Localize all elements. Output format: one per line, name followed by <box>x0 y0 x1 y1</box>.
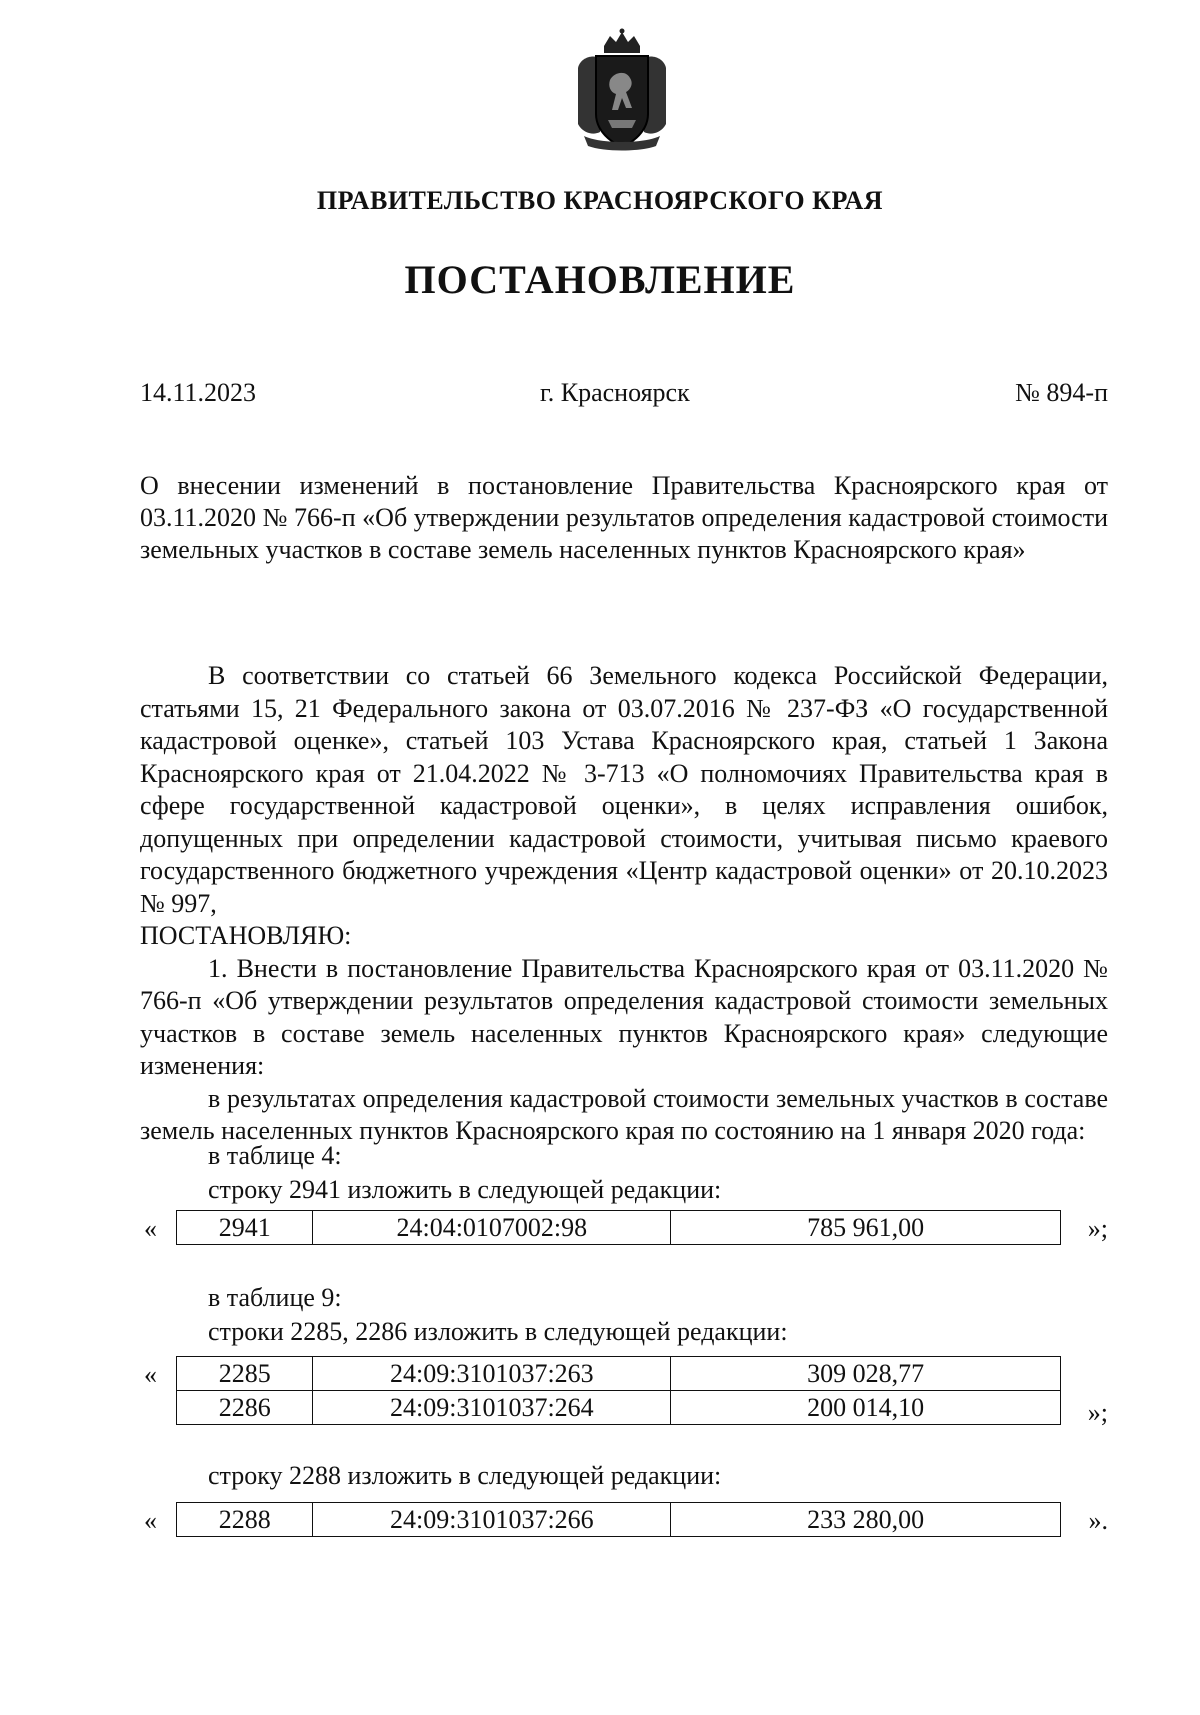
amendment-2-block <box>140 1356 1108 1428</box>
close-quote: »; <box>1087 1214 1108 1243</box>
government-title: ПРАВИТЕЛЬСТВО КРАСНОЯРСКОГО КРАЯ <box>316 186 884 215</box>
open-quote: « <box>144 1360 157 1389</box>
cadastral-number-cell: 24:09:3101037:266 <box>313 1503 671 1537</box>
document-subject: О внесении изменений в постановление Правительства Красноярского края от 03.11.2020 № 766-п «Об утверждении результатов определения кадастровой стоимости земельных участков в составе земель населенных пунктов Красноярского края» <box>140 471 1108 564</box>
cadastral-number-cell: 24:09:3101037:263 <box>313 1357 671 1391</box>
row-number-cell: 2286 <box>177 1391 313 1425</box>
open-quote: « <box>144 1214 157 1243</box>
document-date: 14.11.2023 <box>140 378 257 407</box>
cadastral-number-cell: 24:09:3101037:264 <box>313 1391 671 1425</box>
open-quote: « <box>144 1506 157 1535</box>
resolve-heading: ПОСТАНОВЛЯЮ: <box>140 921 352 950</box>
cadastral-value-cell: 200 014,10 <box>671 1391 1061 1425</box>
table-4-reference: в таблице 4: <box>208 1141 342 1170</box>
cadastral-value-cell: 233 280,00 <box>671 1503 1061 1537</box>
row-number-cell: 2285 <box>177 1357 313 1391</box>
preamble-paragraph: В соответствии со статьей 66 Земельного кодекса Российской Федерации, статьями 15, 21 Федерального закона от 03.07.2016 № 237-ФЗ «О государственной кадастровой оценке», статьей 103 Устава Красноярского края, статьей 1 Закона Красноярского края от 21.04.2022 № 3-713 «О полномочиях Правительства края в сфере государственной кадастровой оценки», в целях исправления ошибок, допущенных при определении кадастровой стоимости, учитывая письмо краевого государственного бюджетного учреждения «Центр кадастровой оценки» от 20.10.2023 № 997, <box>140 661 1108 918</box>
amendment-2-table <box>176 1356 1061 1425</box>
table-row <box>177 1211 1061 1245</box>
close-quote: »; <box>1087 1398 1108 1427</box>
document-body <box>140 660 1108 1148</box>
row-number-cell: 2941 <box>177 1211 313 1245</box>
table-row <box>177 1391 1061 1425</box>
amendment-3-block <box>140 1502 1108 1538</box>
row-number-cell: 2288 <box>177 1503 313 1537</box>
results-paragraph: в результатах определения кадастровой стоимости земельных участков в составе земель населенных пунктов Красноярского края по состоянию на 1 января 2020 года: <box>140 1083 1108 1145</box>
amendment-3-table <box>176 1502 1061 1537</box>
document-meta-row <box>140 378 1108 408</box>
cadastral-value-cell: 309 028,77 <box>671 1357 1061 1391</box>
table-9-reference: в таблице 9: <box>208 1283 342 1312</box>
amendment-1-table <box>176 1210 1061 1245</box>
document-type-title: ПОСТАНОВЛЕНИЕ <box>404 257 796 302</box>
document-city: г. Красноярск <box>540 378 690 407</box>
clause-1-paragraph: 1. Внести в постановление Правительства Красноярского края от 03.11.2020 № 766-п «Об утверждении результатов определения кадастровой стоимости земельных участков в составе земель населенных пунктов Красноярского края» следующие изменения: <box>140 953 1108 1080</box>
table-4-instruction: строку 2941 изложить в следующей редакции: <box>208 1175 722 1204</box>
krasnoyarsk-coat-of-arms-icon <box>570 28 674 152</box>
row-2288-instruction: строку 2288 изложить в следующей редакции: <box>208 1461 722 1490</box>
cadastral-value-cell: 785 961,00 <box>671 1211 1061 1245</box>
table-row <box>177 1503 1061 1537</box>
table-row <box>177 1357 1061 1391</box>
document-number: № 894-п <box>1015 378 1108 407</box>
close-quote: ». <box>1088 1506 1108 1535</box>
cadastral-number-cell: 24:04:0107002:98 <box>313 1211 671 1245</box>
table-9-instruction: строки 2285, 2286 изложить в следующей редакции: <box>208 1317 788 1346</box>
amendment-1-block <box>140 1210 1108 1246</box>
